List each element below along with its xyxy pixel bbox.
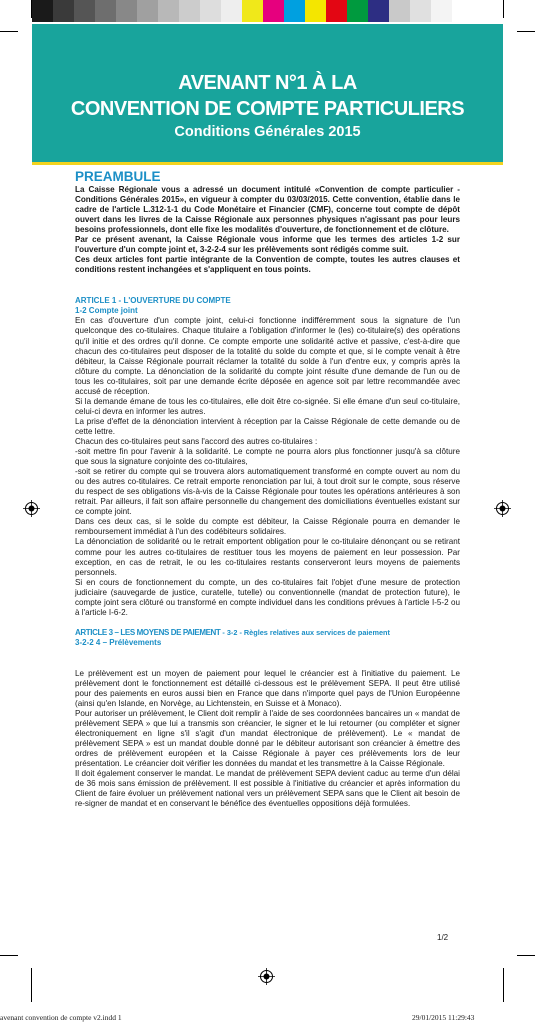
article-3-body [75,669,460,810]
article-paragraph: La prise d'effet de la dénonciation intervient à réception par la Caisse Régionale de cette demande ou de cette lettre. [75,416,460,436]
article-3-title: ARTICLE 3 – LES MOYENS DE PAIEMENT [75,627,221,637]
preamble-title: PREAMBULE [75,169,161,184]
registration-target-icon [258,968,275,985]
color-swatch [368,0,389,22]
preamble-paragraph: Ces deux articles font partie intégrante de la Convention de compte, toutes les autres clauses et conditions restent inchangées et s'appliquent en tous points. [75,255,460,275]
color-swatch [200,0,221,22]
article-paragraph: Il doit également conserver le mandat. Le mandat de prélèvement SEPA devient caduc au terme d'un délai de 36 mois sans émission de prélèvement. Il est possible à l'initiative du créancier et après information du Client de faire évoluer un prélèvement national vers un prélèvement SEPA sans que le Client ait besoin de re-signer de mandat et en conservant le bénéfice des éventuelles oppositions déjà formulées. [75,769,460,809]
article-paragraph: Le prélèvement est un moyen de paiement pour lequel le créancier est à l'initiative du paiement. Le prélèvement dont le fonctionnement est détaillé ci-dessous est le prélèvement SEPA. Il peut être utilisé pour des paiements en euros aussi bien en France que dans n'importe quel pays de l'Union Européenne (ainsi qu'en Islande, en Norvège, au Lichtenstein, en Suisse et à Monaco). [75,668,460,708]
document-title [32,70,503,122]
color-calibration-bar [32,0,452,22]
crop-mark [0,955,18,956]
print-slug-timestamp: 29/01/2015 11:29:43 [412,1013,475,1022]
title-line-2: CONVENTION DE COMPTE PARTICULIERS [70,98,465,120]
page-number: 1/2 [437,933,449,942]
color-swatch [389,0,410,22]
article-1-subheading: 1-2 Compte joint [75,306,138,316]
color-swatch [221,0,242,22]
article-1-heading: ARTICLE 1 - L'OUVERTURE DU COMPTE [75,296,231,306]
color-swatch [242,0,263,22]
color-swatch [347,0,368,22]
article-paragraph: Si en cours de fonctionnement du compte, un des co-titulaires fait l'objet d'une mesure de protection judiciaire (sauvegarde de justice, curatelle, tutelle) ou conventionnelle (mandat de protection future), le compte joint sera clôturé ou transformé en compte individuel dans les conditions prévues à l'article I-5-2 ou à l'article I-6-2. [75,577,460,617]
registration-target-icon [23,500,40,517]
preamble-paragraph: La Caisse Régionale vous a adressé un document intitulé «Convention de compte particulier - Conditions Générales 2015», en vigueur à compter du 03/03/2015. Cette convention, établie dans le cadre de l'article L.312-1-1 du Code Monétaire et Financier (CMF), concerne tout compte de dépôt ouvert dans les livres de la Caisse Régionale aux personnes physiques n'agissant pas pour leurs besoins professionnels, dont elle fixe les modalités d'ouverture, de fonctionnement et de clôture. [75,185,460,235]
color-swatch [410,0,431,22]
article-paragraph: -soit mettre fin pour l'avenir à la solidarité. Le compte ne pourra alors plus fonctionner jusqu'à sa clôture que sous la signature conjointe des co-titulaires, [75,447,460,467]
color-swatch [179,0,200,22]
preamble-paragraph: Par ce présent avenant, la Caisse Régionale vous informe que les termes des articles 1-2 sur l'ouverture d'un compte joint et, 3-2-2-4 sur les prélèvements sont rédigés comme suit. [75,235,460,255]
article-paragraph: En cas d'ouverture d'un compte joint, celui-ci fonctionne indifféremment sous la signature de l'un quelconque des co-titulaires. Chaque titulaire a l'obligation d'informer le (les) co-titulaire(s) des opérations qu'il initie et des ordres qu'il donne. Ce compte emporte une solidarité active et passive, c'est-à-dire que chacun des co-titulaires peut disposer de la totalité du solde du compte et que, si le compte venait à être débiteur, la Caisse Régionale pourrait réclamer la totalité du solde à l'un d'entre eux, y compris après la clôture du compte. La dénonciation de la solidarité du compte joint résulte d'une demande de l'un ou de tous les co-titulaires, soit par une demande écrite déposée en agence soit par lettre recommandée avec accusé de réception. [75,316,460,396]
color-swatch [431,0,452,22]
color-swatch [137,0,158,22]
article-paragraph: Si la demande émane de tous les co-titulaires, elle doit être co-signée. Si elle émane d'un seul co-titulaire, celui-ci devra en informer les autres. [75,396,460,416]
color-swatch [263,0,284,22]
article-paragraph: -soit se retirer du compte qui se trouvera alors automatiquement transformé en compte ouvert au nom du ou des autres co-titulaires. Ce retrait emporte renonciation par lui, à tout droit sur le compte, sous réserve du respect de ses obligations vis-à-vis de la Caisse Régionale pour toutes les opérations antérieures à son retrait. Par ailleurs, il fait son affaire personnelle du changement des domiciliations éventuelles existant sur ce compte joint. [75,467,460,517]
color-swatch [95,0,116,22]
color-swatch [53,0,74,22]
article-paragraph: Pour autoriser un prélèvement, le Client doit remplir à l'aide de ses coordonnées bancaires un « mandat de prélèvement SEPA » que lui a transmis son créancier, le signer et le lui retourner (ou compléter et signer électroniquement en ligne s'il s'agit d'un mandat électronique de prélèvement). Le « mandat de prélèvement SEPA » est un mandat double donné par le débiteur autorisant son créancier à émettre des ordres de prélèvement européen et la Caisse Régionale à payer ces prélèvements lors de leur présentation. Le créancier doit vérifier les données du mandat et les transmettre à la Caisse Régionale. [75,709,460,769]
crop-mark [0,31,18,32]
color-swatch [326,0,347,22]
registration-target-icon [494,500,511,517]
accent-stripe [32,162,503,165]
color-swatch [116,0,137,22]
crop-mark [31,968,32,1002]
color-swatch [284,0,305,22]
title-banner [32,24,503,162]
title-line-1: AVENANT N°1 À LA [178,72,357,94]
crop-mark [517,31,535,32]
color-swatch [74,0,95,22]
color-swatch [305,0,326,22]
preamble-section [75,185,460,275]
crop-mark [517,955,535,956]
color-swatch [32,0,53,22]
article-3-heading [75,628,460,638]
article-paragraph: La dénonciation de solidarité ou le retrait emportent obligation pour le co-titulaire dénonçant ou se retirant comme pour les autres co-titulaires de restituer tous les moyens de paiement en leur possession. Par exception, en cas de retrait, le ou les co-titulaires restants conserveront leurs moyens de paiements personnels. [75,537,460,577]
crop-mark [31,0,32,18]
print-slug-filename: avenant convention de compte v2.indd 1 [0,1013,122,1022]
article-3-subtitle: - 3-2 - Règles relatives aux services de paiement [220,627,390,637]
crop-mark [503,968,504,1002]
article-paragraph: Chacun des co-titulaires peut sans l'accord des autres co-titulaires : [75,436,318,446]
document-subtitle: Conditions Générales 2015 [174,124,361,140]
color-swatch [158,0,179,22]
crop-mark [503,0,504,18]
document-body [75,169,460,809]
article-paragraph: Dans ces deux cas, si le solde du compte est débiteur, la Caisse Régionale pourra en demander le remboursement immédiat à l'un des codébiteurs solidaires. [75,517,460,537]
article-1-body [75,316,460,617]
article-3-subheading: 3-2-2 4 – Prélèvements [75,637,162,647]
